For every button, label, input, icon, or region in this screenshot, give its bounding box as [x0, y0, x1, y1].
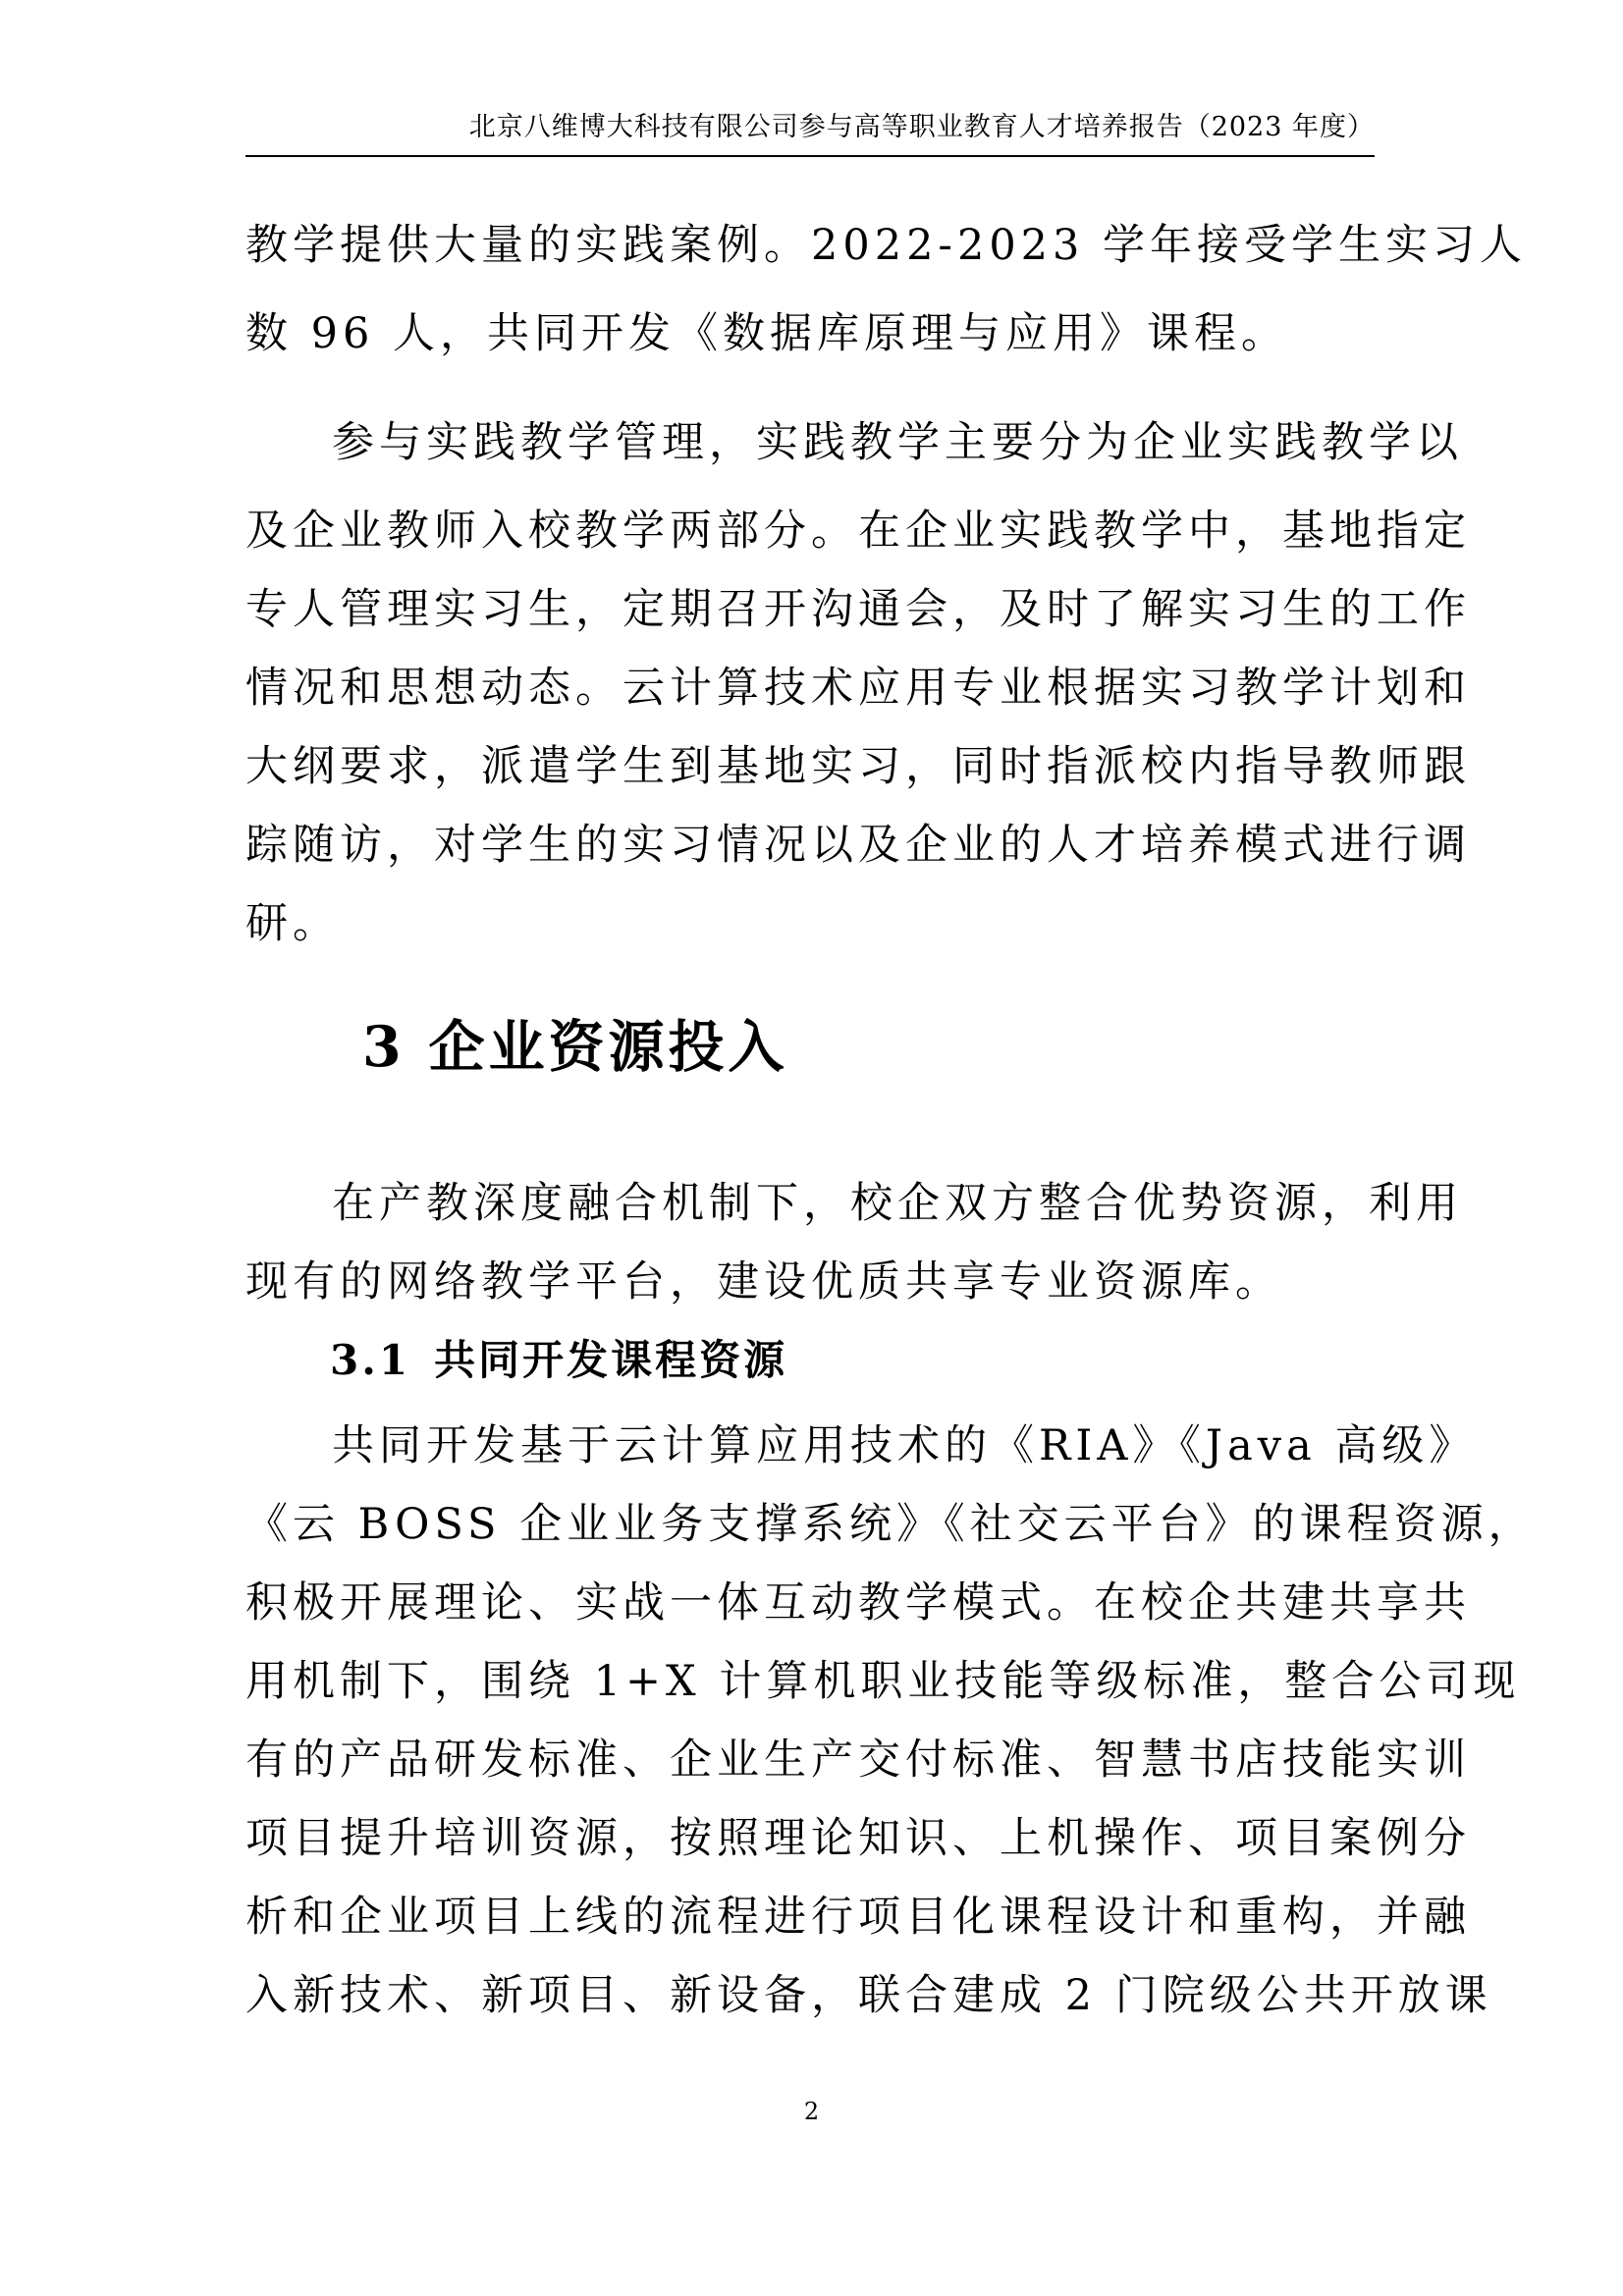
paragraph-line: 积极开展理论、实战一体互动教学模式。在校企共建共享共 — [245, 1578, 1471, 1628]
header-divider — [245, 155, 1375, 157]
paragraph-line: 入新技术、新项目、新设备，联合建成 2 门院级公共开放课 — [245, 1971, 1492, 2020]
paragraph-line: 共同开发基于云计算应用技术的《RIA》《Java 高级》 — [332, 1421, 1477, 1470]
subsection-title: 共同开发课程资源 — [434, 1336, 788, 1384]
running-header: 北京八维博大科技有限公司参与高等职业教育人才培养报告（2023 年度） — [468, 112, 1375, 142]
paragraph-line: 研。 — [245, 899, 340, 948]
subsection-heading — [330, 1316, 787, 1405]
paragraph-line: 项目提升培训资源，按照理论知识、上机操作、项目案例分 — [245, 1814, 1471, 1863]
paragraph-line: 有的产品研发标准、企业生产交付标准、智慧书店技能实训 — [245, 1735, 1471, 1785]
paragraph-line: 参与实践教学管理，实践教学主要分为企业实践教学以 — [332, 418, 1463, 467]
paragraph-line: 现有的网络教学平台，建设优质共享专业资源库。 — [245, 1257, 1282, 1307]
paragraph-line: 情况和思想动态。云计算技术应用专业根据实习教学计划和 — [245, 664, 1471, 713]
paragraph-line: 专人管理实习生，定期召开沟通会，及时了解实习生的工作 — [245, 585, 1471, 634]
paragraph-line: 用机制下，围绕 1+X 计算机职业技能等级标准，整合公司现 — [245, 1657, 1521, 1706]
paragraph-line: 踪随访，对学生的实习情况以及企业的人才培养模式进行调 — [245, 821, 1471, 870]
paragraph-line: 大纲要求，派遣学生到基地实习，同时指派校内指导教师跟 — [245, 742, 1471, 791]
page-number: 2 — [803, 2098, 820, 2125]
subsection-number: 3.1 — [330, 1336, 411, 1384]
paragraph-line: 数 96 人，共同开发《数据库原理与应用》课程。 — [245, 309, 1289, 358]
paragraph-line: 教学提供大量的实践案例。2022-2023 学年接受学生实习人 — [245, 221, 1528, 270]
paragraph-line: 《云 BOSS 企业业务支撑系统》《社交云平台》的课程资源， — [245, 1500, 1536, 1549]
section-heading: 3 企业资源投入 — [362, 1014, 788, 1080]
paragraph-line: 析和企业项目上线的流程进行项目化课程设计和重构，并融 — [245, 1893, 1471, 1942]
paragraph-line: 在产教深度融合机制下，校企双方整合优势资源，利用 — [332, 1179, 1463, 1228]
paragraph-line: 及企业教师入校教学两部分。在企业实践教学中，基地指定 — [245, 507, 1471, 556]
